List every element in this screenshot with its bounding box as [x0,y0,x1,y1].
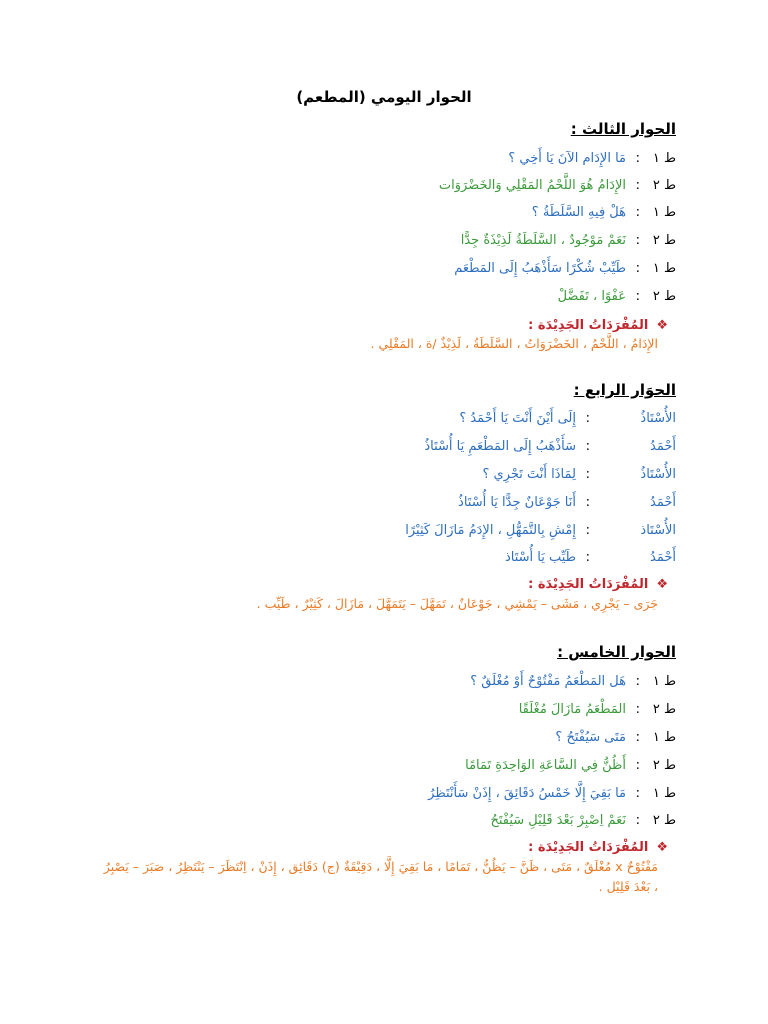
speaker-tag: ط ٢ [652,702,676,717]
dialog5-line [519,699,676,721]
dialog3-line [461,230,676,252]
colon: : [635,758,640,773]
page-title: الحوار اليومي (المطعم) [296,88,472,106]
dialog3-line [508,148,676,170]
speaker-name: الأُسْتَاذُ [640,411,676,426]
dialog5-line [470,671,676,693]
dialog-text: إِلَى أَيْنَ أَنْتَ يَا أَحْمَدُ ؟ [459,411,576,426]
dialog-text: نَعَمْ مَوْجُودٌ ، السَّلَطَةُ لَذِيْذَةٌ جِدًّا [460,233,626,248]
dialog-text: عَفْوًا ، تَفَضَّلْ [557,289,626,304]
diamond-star-icon: ❖ [656,840,668,855]
dialog5-vocab-list: مَفْتُوْحٌ x مُغْلَقٌ ، مَتَى ، ظَنَّ – يَظُنُّ ، تَمَامًا ، مَا بَقِيَ إِلَّا ، دَقِيْقَةٌ (ج) دَقَائِق ، إِذَنْ ، اِنْتَظَرَ – يَنْتَظِرُ ، صَبَرَ – يَصْبِرُ ، بَعْدَ قَلِيْل . [103,859,658,894]
dialog4-line [459,408,676,430]
vocab-heading-text: المُفْرَدَاتُ الجَدِيْدَة : [528,318,649,333]
dialog4-vocab-heading [528,577,668,592]
dialog4-line [424,436,676,458]
speaker-tag: ط ٢ [652,178,676,193]
dialog5-vocab-heading [528,840,668,855]
colon: : [585,523,590,538]
speaker-name: أَحْمَدُ [650,439,676,454]
speaker-tag: ط ١ [652,261,676,276]
speaker-tag: ط ٢ [652,758,676,773]
dialog-text: إِمْشِ بِالتَّمَهُّلِ ، الإِدَمُ مَازَالَ كَثِيْرًا [405,523,576,538]
speaker-tag: ط ١ [652,674,676,689]
dialog-text: مَا بَقِيَ إِلَّا خَمْسُ دَقَائِقَ ، إِذَنْ سَأَنْتَظِرُ [428,786,626,801]
colon: : [585,550,590,565]
speaker-name: أَحْمَدُ [650,495,676,510]
dialog5-line [465,755,676,777]
colon: : [635,233,640,248]
dialog3-line [454,258,676,280]
colon: : [635,813,640,828]
dialog4-line [458,492,676,514]
dialog-text: لِمَاذَا أَنْتَ تَجْرِي ؟ [482,467,576,482]
dialog-text: نَعَمْ اِصْبِرْ بَعْدَ قَلِيْلِ سَيُفْتَحُ [490,813,626,828]
colon: : [585,495,590,510]
dialog-text: مَتَى سَيُفْتَحُ ؟ [555,730,626,745]
dialog3-vocab-heading [528,318,668,333]
dialog3-line [532,202,676,224]
dialog4-heading: الحوَار الرابع : [573,381,676,399]
dialog-text: مَا الإِدَام الآنَ يَا أَخِي ؟ [508,151,626,166]
dialog5-heading: الحوار الخامس : [557,643,676,661]
colon: : [585,439,590,454]
dialog3-line [558,286,676,308]
colon: : [635,178,640,193]
speaker-tag: ط ١ [652,730,676,745]
colon: : [635,674,640,689]
colon: : [635,261,640,276]
dialog4-line [505,547,676,569]
vocab-heading-text: المُفْرَدَاتُ الجَدِيْدَة : [528,577,649,592]
colon: : [635,786,640,801]
colon: : [635,151,640,166]
dialog3-heading: الحوار الثالث : [570,120,676,138]
dialog-text: المَطْعَمُ مَازَالَ مُغْلَقًا [518,702,626,717]
dialog4-line [405,520,676,542]
dialog4-line [483,464,677,486]
speaker-tag: ط ٢ [652,233,676,248]
speaker-tag: ط ٢ [652,813,676,828]
dialog-text: أَنَا جَوْعَانٌ جِدًّا يَا أُسْتَاذُ [458,495,576,510]
colon: : [635,205,640,220]
dialog4-vocab-list: جَرَى – يَجْرِي ، مَشَى – يَمْشِي ، جَوْعَانٌ ، تَمَهَّلَ – يَتَمَهَّلَ ، مَازَالَ ، كَثِيْرٌ ، طَيِّب . [256,596,658,611]
speaker-name: أَحْمَدُ [650,550,676,565]
speaker-tag: ط ١ [652,205,676,220]
diamond-star-icon: ❖ [656,318,668,333]
colon: : [635,730,640,745]
dialog-text: أَظُنُّ فِي السَّاعَةِ الوَاحِدَةِ تَمَامًا [465,758,626,773]
dialog3-line [439,175,676,197]
vocab-heading-text: المُفْرَدَاتُ الجَدِيْدَة : [528,840,649,855]
speaker-name: الأُسْتَاذُ [640,467,676,482]
speaker-tag: ط ١ [652,151,676,166]
diamond-star-icon: ❖ [656,577,668,592]
dialog-text: سَأَذْهَبُ إِلَى المَطْعَمِ يَا أُسْتَاذُ [424,439,576,454]
dialog5-line [428,783,676,805]
dialog5-line [490,810,676,832]
dialog-text: الإِدَامُ هُوَ اللَّحْمُ المَقْلِي وَالخَضْرَوَات [438,178,626,193]
dialog-text: هَلْ فِيهِ السَّلَطَةُ ؟ [531,205,626,220]
dialog-text: طَيِّب يَا أُسْتَاذ [504,550,576,565]
dialog-text: هَل المَطْعَمُ مَفْتُوْحٌ أَوْ مُغْلَقٌ ؟ [470,674,626,689]
colon: : [585,411,590,426]
colon: : [635,702,640,717]
speaker-tag: ط ٢ [652,289,676,304]
colon: : [585,467,590,482]
dialog3-vocab-list: الإِدَامُ ، اللَّحْمُ ، الخَضْرَوَاتُ ، السَّلَطَةُ ، لَذِيْذٌ /ة ، المَقْلِي . [370,336,658,351]
colon: : [635,289,640,304]
speaker-name: الأُسْتَاذ [640,523,676,538]
dialog5-line [555,727,676,749]
dialog-text: طَيِّبْ شُكْرًا سَأَذْهَبُ إِلَى المَطْعَم [454,261,626,276]
speaker-tag: ط ١ [652,786,676,801]
